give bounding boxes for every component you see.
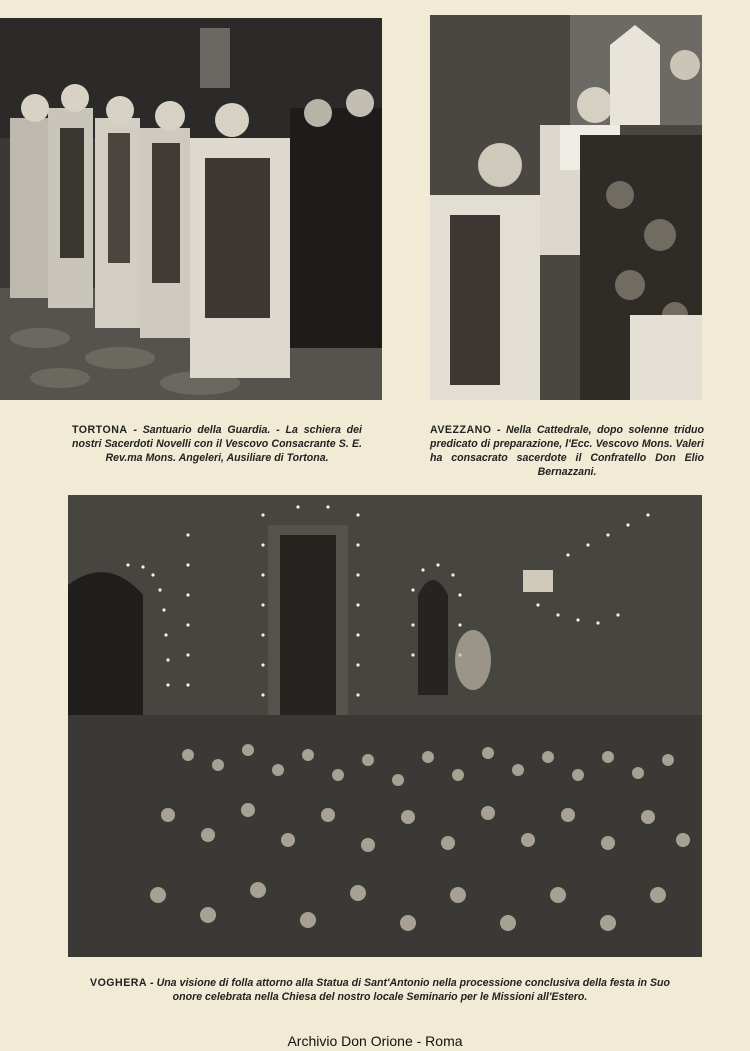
caption-tortona-place: TORTONA [72, 424, 128, 436]
caption-avezzano-text: - Nella Cattedrale, dopo solenne triduo predicato di preparazione, l'Ecc. Vescovo Mons. Valeri ha consacrato sacerdote il Confratello Don Elio Bernazzani. [430, 424, 704, 478]
caption-tortona-text: - Santuario della Guardia. - La schiera dei nostri Sacerdoti Novelli con il Vescovo Consacrante S. E. Rev.ma Mons. Angeleri, Ausiliare di Tortona. [72, 424, 362, 464]
caption-voghera-text: - Una visione di folla attorno alla Statua di Sant'Antonio nella processione conclusiva della festa in Suo onore celebrata nella Chiesa del nostro locale Seminario per le Missioni all'Estero. [147, 977, 670, 1003]
caption-avezzano [430, 423, 704, 479]
archive-footer: Archivio Don Orione - Roma [287, 1033, 463, 1049]
caption-voghera-place: VOGHERA [90, 977, 148, 989]
caption-avezzano-place: AVEZZANO [430, 424, 492, 436]
photo-avezzano-consecration [430, 15, 702, 400]
caption-voghera [90, 976, 670, 1004]
photo-tortona-priests [0, 18, 382, 400]
caption-tortona [72, 423, 362, 465]
photo-voghera-procession [68, 495, 702, 957]
